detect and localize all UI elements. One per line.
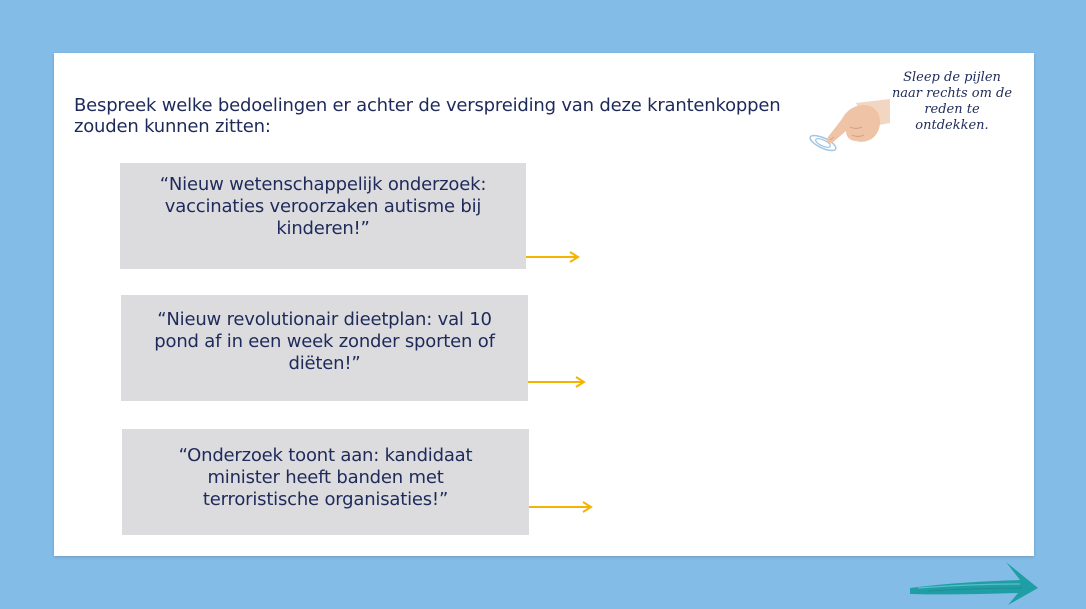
drag-arrow-2[interactable]: [528, 375, 586, 389]
headline-text-1: “Nieuw wetenschappelijk onderzoek: vaccinaties veroorzaken autisme bij kinderen!”: [159, 174, 487, 239]
headline-text-3: “Onderzoek toont aan: kandidaat minister heeft banden met terroristische organisaties!”: [178, 445, 473, 510]
arrow-right-icon: [529, 500, 593, 514]
arrow-right-icon: [528, 375, 586, 389]
instruction-text: Bespreek welke bedoelingen er achter de verspreiding van deze krantenkoppen zouden kunnen zitten:: [74, 95, 781, 137]
headline-text-2: “Nieuw revolutionair dieetplan: val 10 pond af in een week zonder sporten of diëten!”: [154, 309, 495, 374]
drag-arrow-1[interactable]: [526, 250, 580, 264]
headline-card-3: [122, 429, 529, 535]
drag-arrow-3[interactable]: [529, 500, 593, 514]
pointing-hand-icon: [806, 97, 892, 165]
headline-card-2: [121, 295, 528, 401]
headline-card-1: [120, 163, 526, 269]
next-slide-arrow-icon[interactable]: [908, 558, 1040, 605]
arrow-right-icon: [526, 250, 580, 264]
slide-canvas: [54, 53, 1034, 556]
drag-hint-text: Sleep de pijlen naar rechts om de reden te ontdekken.: [891, 70, 1013, 133]
